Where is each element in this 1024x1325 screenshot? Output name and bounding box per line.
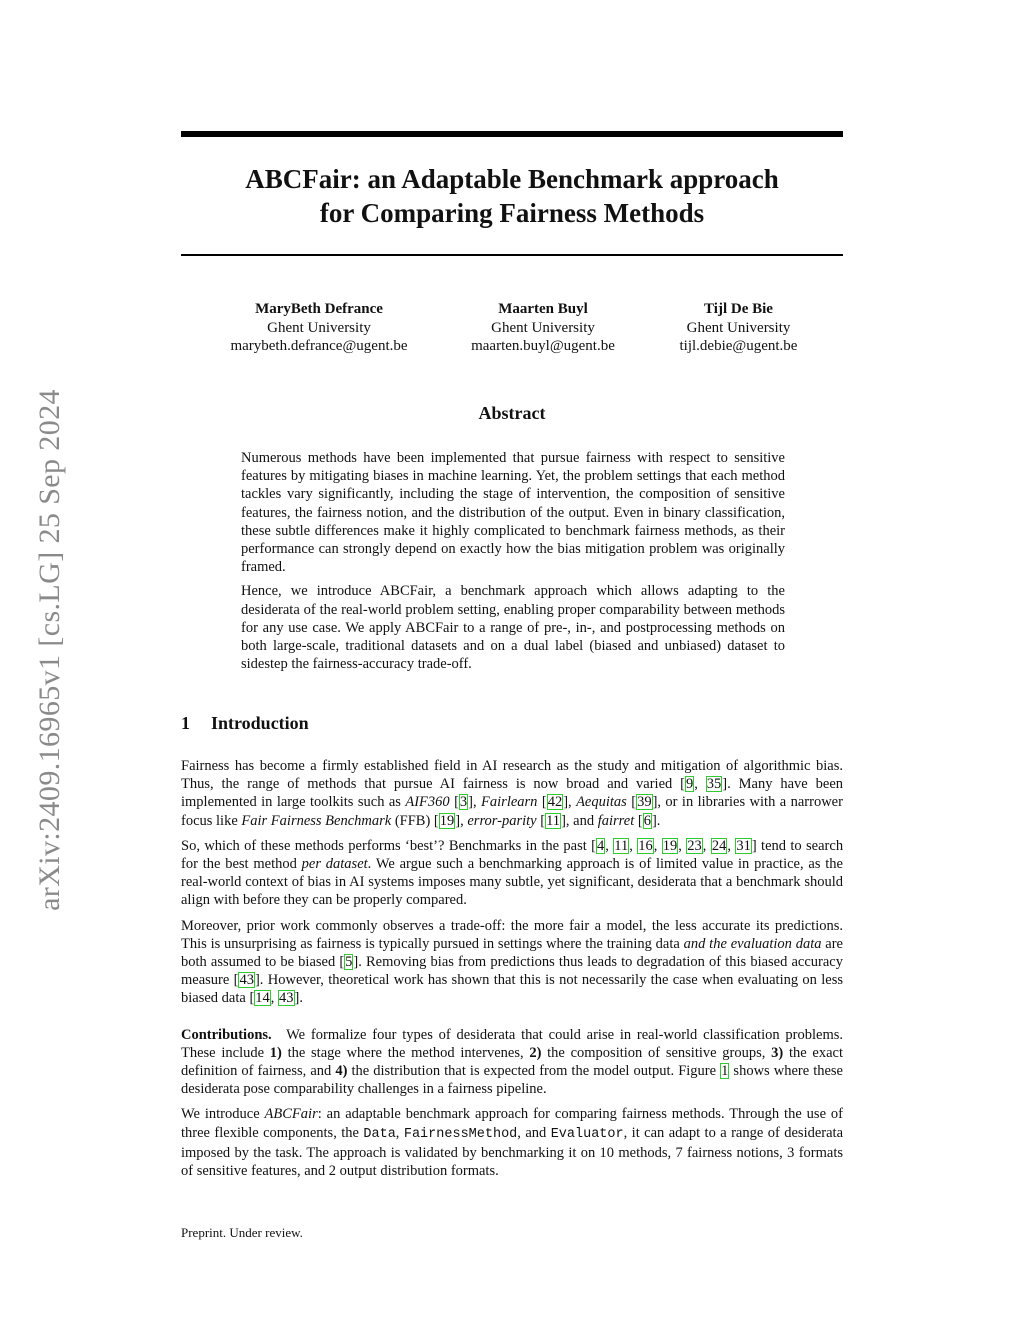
text-run: the stage where the method intervenes, (281, 1044, 530, 1061)
paper-title (181, 162, 843, 230)
figure-reference-link[interactable]: 1 (721, 1063, 729, 1080)
title-line-1: ABCFair: an Adaptable Benchmark approach (245, 164, 779, 194)
emphasis: and the evaluation data (683, 935, 822, 952)
text-run: , it can adapt to a range of desiderata imposed by the task. The approach is validated by benchmarking it on 10 methods, 7 fairness notions, 3 formats of sensitive features, and 2 output distribution formats. (181, 1124, 844, 1180)
arxiv-id-text: arXiv:2409.16965v1 [cs.LG] 25 Sep 2024 (33, 389, 66, 911)
author-email: tijl.debie@ugent.be (679, 338, 798, 354)
title-top-rule (181, 131, 843, 137)
code-identifier: FairnessMethod (403, 1126, 518, 1142)
citation-link[interactable]: 6 (643, 812, 651, 829)
text-run: So, which of these methods performs ‘best’? Benchmarks in the past [ (181, 837, 597, 854)
text-run: , (270, 990, 279, 1007)
contributions-paragraph (181, 1026, 843, 1099)
section-number: 1 (181, 713, 190, 733)
text-run: We introduce (181, 1106, 265, 1123)
author-block (181, 300, 843, 360)
text-run: ] tend to search for the best method (181, 837, 844, 873)
intro-paragraph-3 (181, 917, 843, 1008)
text-run: the distribution that is expected from the model output. Figure (347, 1063, 721, 1080)
section-title: Introduction (211, 713, 309, 733)
intro-paragraph-5 (181, 1105, 843, 1180)
toolkit-name: Fairlearn (481, 794, 538, 811)
author-affiliation: Ghent University (686, 319, 791, 336)
title-line-2: for Comparing Fairness Methods (319, 198, 705, 228)
intro-paragraph-2: So, which of these methods performs ‘best’? Benchmarks in the past [4, 11, 16, 19, 23, 24, 31] tend to search for the best method per dataset. We argue such a benchmarking approach is of limited value in practice, as the real-world context of bias in AI systems imposes many subtle, yet significant, desiderata that a benchmark should align with before they can be properly compared. (181, 837, 844, 909)
author-affiliation: Ghent University (267, 319, 371, 336)
citation-link[interactable]: 5 (345, 954, 353, 971)
citation-link[interactable]: 39 (637, 794, 652, 811)
author-3 (671, 300, 806, 356)
citation-link[interactable]: 11 (614, 837, 629, 854)
text-run: (FFB) [ (391, 812, 439, 829)
text-run: ]. However, theoretical work has shown that this is not necessarily the case when evaluating on less biased data [ (181, 972, 844, 1007)
author-name: MaryBeth Defrance (255, 301, 383, 317)
abstract-paragraph-2: Hence, we introduce ABCFair, a benchmark approach which allows adapting to the desiderata of the real-world problem setting, enabling proper comparability between methods for any use case. We apply ABCFair to a range of pre-, in-, and postprocessing methods on both large-scale, traditional datasets and on a dual label (biased and unbiased) dataset to sidestep the fairness-accuracy trade-off. (241, 583, 785, 673)
text-run: ]. (294, 990, 303, 1007)
author-1 (219, 300, 419, 356)
section-heading-introduction (181, 713, 309, 734)
arxiv-identifier-stamp (28, 355, 72, 945)
abstract-body (241, 449, 785, 679)
citation-link[interactable]: 9 (686, 776, 694, 793)
emphasis: ABCFair (264, 1106, 318, 1123)
text-run: ]. (651, 812, 661, 829)
text-run: ], and (561, 812, 598, 829)
list-marker: 2) (529, 1044, 542, 1061)
introduction-body (181, 757, 843, 1187)
author-email: marybeth.defrance@ugent.be (230, 338, 408, 354)
text-run: Fairness has become a firmly established field in AI research as the study and mitigation of algorithmic bias. Thus, the range of methods that pursue AI fairness is now broad and varied [ (181, 758, 843, 793)
text-run: : an adaptable benchmark approach for comparing fairness methods. Through the use of three flexible components, the (181, 1106, 843, 1141)
citation-link[interactable]: 16 (638, 837, 653, 854)
text-run: shows where these desiderata pose comparability challenges in a fairness pipeline. (181, 1063, 843, 1098)
text-run: the exact definition of fairness, and (181, 1044, 843, 1080)
citation-link[interactable]: 19 (439, 812, 455, 829)
text-run: , (694, 776, 706, 793)
text-run: [ (634, 812, 643, 829)
text-run: ], (455, 812, 468, 829)
text-run: , (395, 1124, 404, 1141)
toolkit-name: fairret (597, 812, 635, 829)
citation-link[interactable]: 43 (279, 990, 294, 1007)
citation-link[interactable]: 4 (597, 837, 605, 854)
text-run: ], (563, 794, 577, 811)
list-marker: 1) (269, 1044, 282, 1061)
text-run: . We argue such a benchmarking approach is of limited value in practice, as the real-world context of bias in AI systems imposes many subtle, yet significant, desiderata that a benchmark should align with before they can be properly compared. (181, 856, 843, 909)
citation-link[interactable]: 3 (459, 794, 468, 811)
citation-link[interactable]: 43 (239, 972, 254, 989)
citation-link[interactable]: 24 (711, 837, 727, 854)
toolkit-name: Fair Fairness Benchmark (241, 812, 392, 829)
text-run: [ (626, 794, 637, 811)
toolkit-name: AIF360 (405, 794, 450, 811)
text-run: ], or in libraries with a narrower focus like (181, 794, 843, 829)
author-name: Maarten Buyl (498, 301, 588, 317)
list-marker: 4) (335, 1063, 348, 1080)
list-marker: 3) (771, 1044, 784, 1061)
author-2 (463, 300, 623, 356)
citation-link[interactable]: 23 (687, 837, 702, 854)
author-affiliation: Ghent University (491, 319, 595, 336)
abstract-heading: Abstract (478, 403, 546, 423)
text-run: the composition of sensitive groups, (541, 1044, 772, 1061)
text-run: ]. Many have been implemented in large toolkits such as (181, 776, 844, 811)
text-run: are both assumed to be biased [ (181, 935, 843, 971)
author-email: maarten.buyl@ugent.be (471, 338, 615, 354)
code-identifier: Data (363, 1126, 396, 1142)
code-identifier: Evaluator (550, 1126, 624, 1142)
abstract-paragraph-1: Numerous methods have been implemented that pursue fairness with respect to sensitive features by mitigating biases in machine learning. Yet, the problem settings that each method tackles vary significantly, including the stage of intervention, the composition of sensitive features, the fairness notion, and the distribution of the output. Even in binary classification, these subtle differences make it highly complicated to benchmark fairness methods, as their performance can strongly depend on exactly how the bias mitigation problem was originally framed. (241, 450, 785, 576)
citation-link[interactable]: 19 (662, 837, 678, 854)
title-bottom-rule (181, 254, 843, 256)
text-run: ]. Removing bias from predictions thus leads to degradation of this biased accuracy measure [ (181, 954, 843, 989)
toolkit-name: error-parity (467, 812, 537, 829)
citation-link[interactable]: 14 (255, 990, 270, 1007)
author-name: Tijl De Bie (704, 301, 773, 317)
citation-link[interactable]: 42 (547, 794, 563, 811)
citation-link[interactable]: 35 (706, 776, 722, 793)
text-run: Moreover, prior work commonly observes a trade-off: the more fair a model, the less accurate its predictions. This is unsurprising as fairness is typically pursued in settings where the training data (181, 917, 843, 952)
text-run: We formalize four types of desiderata that could arise in real-world classification problems. These include (181, 1026, 843, 1061)
preprint-footer: Preprint. Under review. (181, 1225, 303, 1240)
emphasis: per dataset (301, 856, 368, 873)
citation-link[interactable]: 31 (736, 837, 751, 854)
citation-link[interactable]: 11 (546, 812, 561, 829)
toolkit-name: Aequitas (576, 794, 627, 811)
intro-paragraph-1 (181, 757, 843, 830)
text-run: [ (449, 794, 459, 811)
text-run: ], (468, 794, 482, 811)
paragraph-lead: Contributions. (181, 1026, 272, 1043)
text-run: [ (536, 812, 546, 829)
text-run: [ (537, 794, 547, 811)
text-run: , and (517, 1124, 551, 1141)
